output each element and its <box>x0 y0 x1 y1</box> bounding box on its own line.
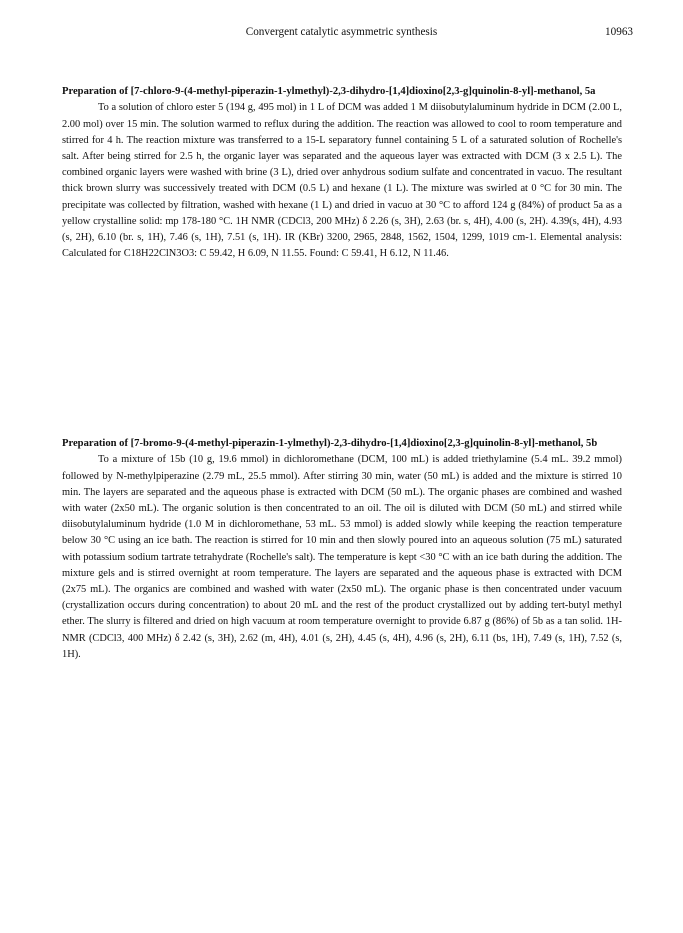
section-paragraph: To a mixture of 15b (10 g, 19.6 mmol) in dichloromethane (DCM, 100 mL) is added triethylamine (5.4 mL. 39.2 mmol) followed by N-methylpiperazine (2.79 mL, 25.5 mmol). After stirring 30 min, water (50 mL) is added and the mixture is stirred 10 min. The layers are separated and the aqueous phase is extracted with DCM (50 mL). The organic phases are combined and washed with water (2x50 mL). The organic solution is then concentrated to an oil. The oil is diluted with DCM (50 mL) and stirred while diisobutylaluminum hydride (1.0 M in dichloromethane, 53 mL. 53 mmol) is added slowly while keeping the reaction temperature below 30 °C using an ice bath. The reaction is stirred for 10 min and then slowly poured into an aqueous solution (75 mL) saturated with potassium sodium tartrate tetrahydrate (Rochelle's salt). The temperature is kept <30 °C with an ice bath during the addition. The mixture gels and is stirred overnight at room temperature. The layers are separated and the aqueous phase is extracted with DCM (2x75 mL). The organics are combined and washed with water (2x50 mL). The organic phase is then concentrated under vacuum (crystallization occurs during concentration) to about 20 mL and the rest of the product crystallized out by adding tert-butyl methyl ether. The slurry is filtered and dried on high vacuum at room temperature overnight to provide 6.87 g (86%) of 5b as a tan solid. 1H-NMR (CDCl3, 400 MHz) δ 2.42 (s, 3H), 2.62 (m, 4H), 4.01 (s, 2H), 4.45 (s, 4H), 4.96 (s, 2H), 6.11 (bs, 1H), 7.49 (s, 1H), 7.52 (s, 1H). <box>62 454 622 660</box>
section-heading: Preparation of [7-chloro-9-(4-methyl-piperazin-1-ylmethyl)-2,3-dihydro-[1,4]dioxino[2,3-g]quinolin-8-yl]-methanol, 5a <box>62 86 596 97</box>
section-heading: Preparation of [7-bromo-9-(4-methyl-piperazin-1-ylmethyl)-2,3-dihydro-[1,4]dioxino[2,3-g]quinolin-8-yl]-methanol, 5b <box>62 438 598 449</box>
section-paragraph: To a solution of chloro ester 5 (194 g, 495 mol) in 1 L of DCM was added 1 M diisobutylaluminum hydride in DCM (2.00 L, 2.00 mol) over 15 min. The solution warmed to reflux during the addition. The reaction was allowed to cool to room temperature and stirred for 4 h. The reaction mixture was transferred to a 15-L separatory funnel containing 5 L of a saturated solution of Rochelle's salt. After being stirred for 2.5 h, the organic layer was separated and the aqueous layer was extracted with DCM (3 x 2.5 L). The combined organic layers were washed with brine (3 L), dried over anhydrous sodium sulfate and concentrated in vacuo. The resultant thick brown slurry was successively treated with DCM (0.5 L) and hexane (1 L). The mixture was swirled at 0 °C for 30 min. The precipitate was collected by filtration, washed with hexane (1 L) and dried in vacuo at 30 °C to afford 124 g (84%) of product 5a as a yellow crystalline solid: mp 178-180 °C. 1H NMR (CDCl3, 200 MHz) δ 2.26 (s, 3H), 2.63 (br. s, 4H), 4.00 (s, 2H). 4.39(s, 4H), 4.93 (s, 2H), 6.10 (br. s, 1H), 7.46 (s, 1H), 7.51 (s, 1H). IR (KBr) 3200, 2965, 2848, 1562, 1504, 1299, 1019 cm-1. Elemental analysis: Calculated for C18H22ClN3O3: C 59.42, H 6.09, N 11.55. Found: C 59.41, H 6.12, N 11.46. <box>62 102 622 260</box>
section-5a <box>62 84 622 262</box>
section-5b <box>62 436 622 663</box>
page-number: 10963 <box>605 26 633 38</box>
page-header <box>0 26 683 42</box>
running-title: Convergent catalytic asymmetric synthesis <box>245 26 438 38</box>
